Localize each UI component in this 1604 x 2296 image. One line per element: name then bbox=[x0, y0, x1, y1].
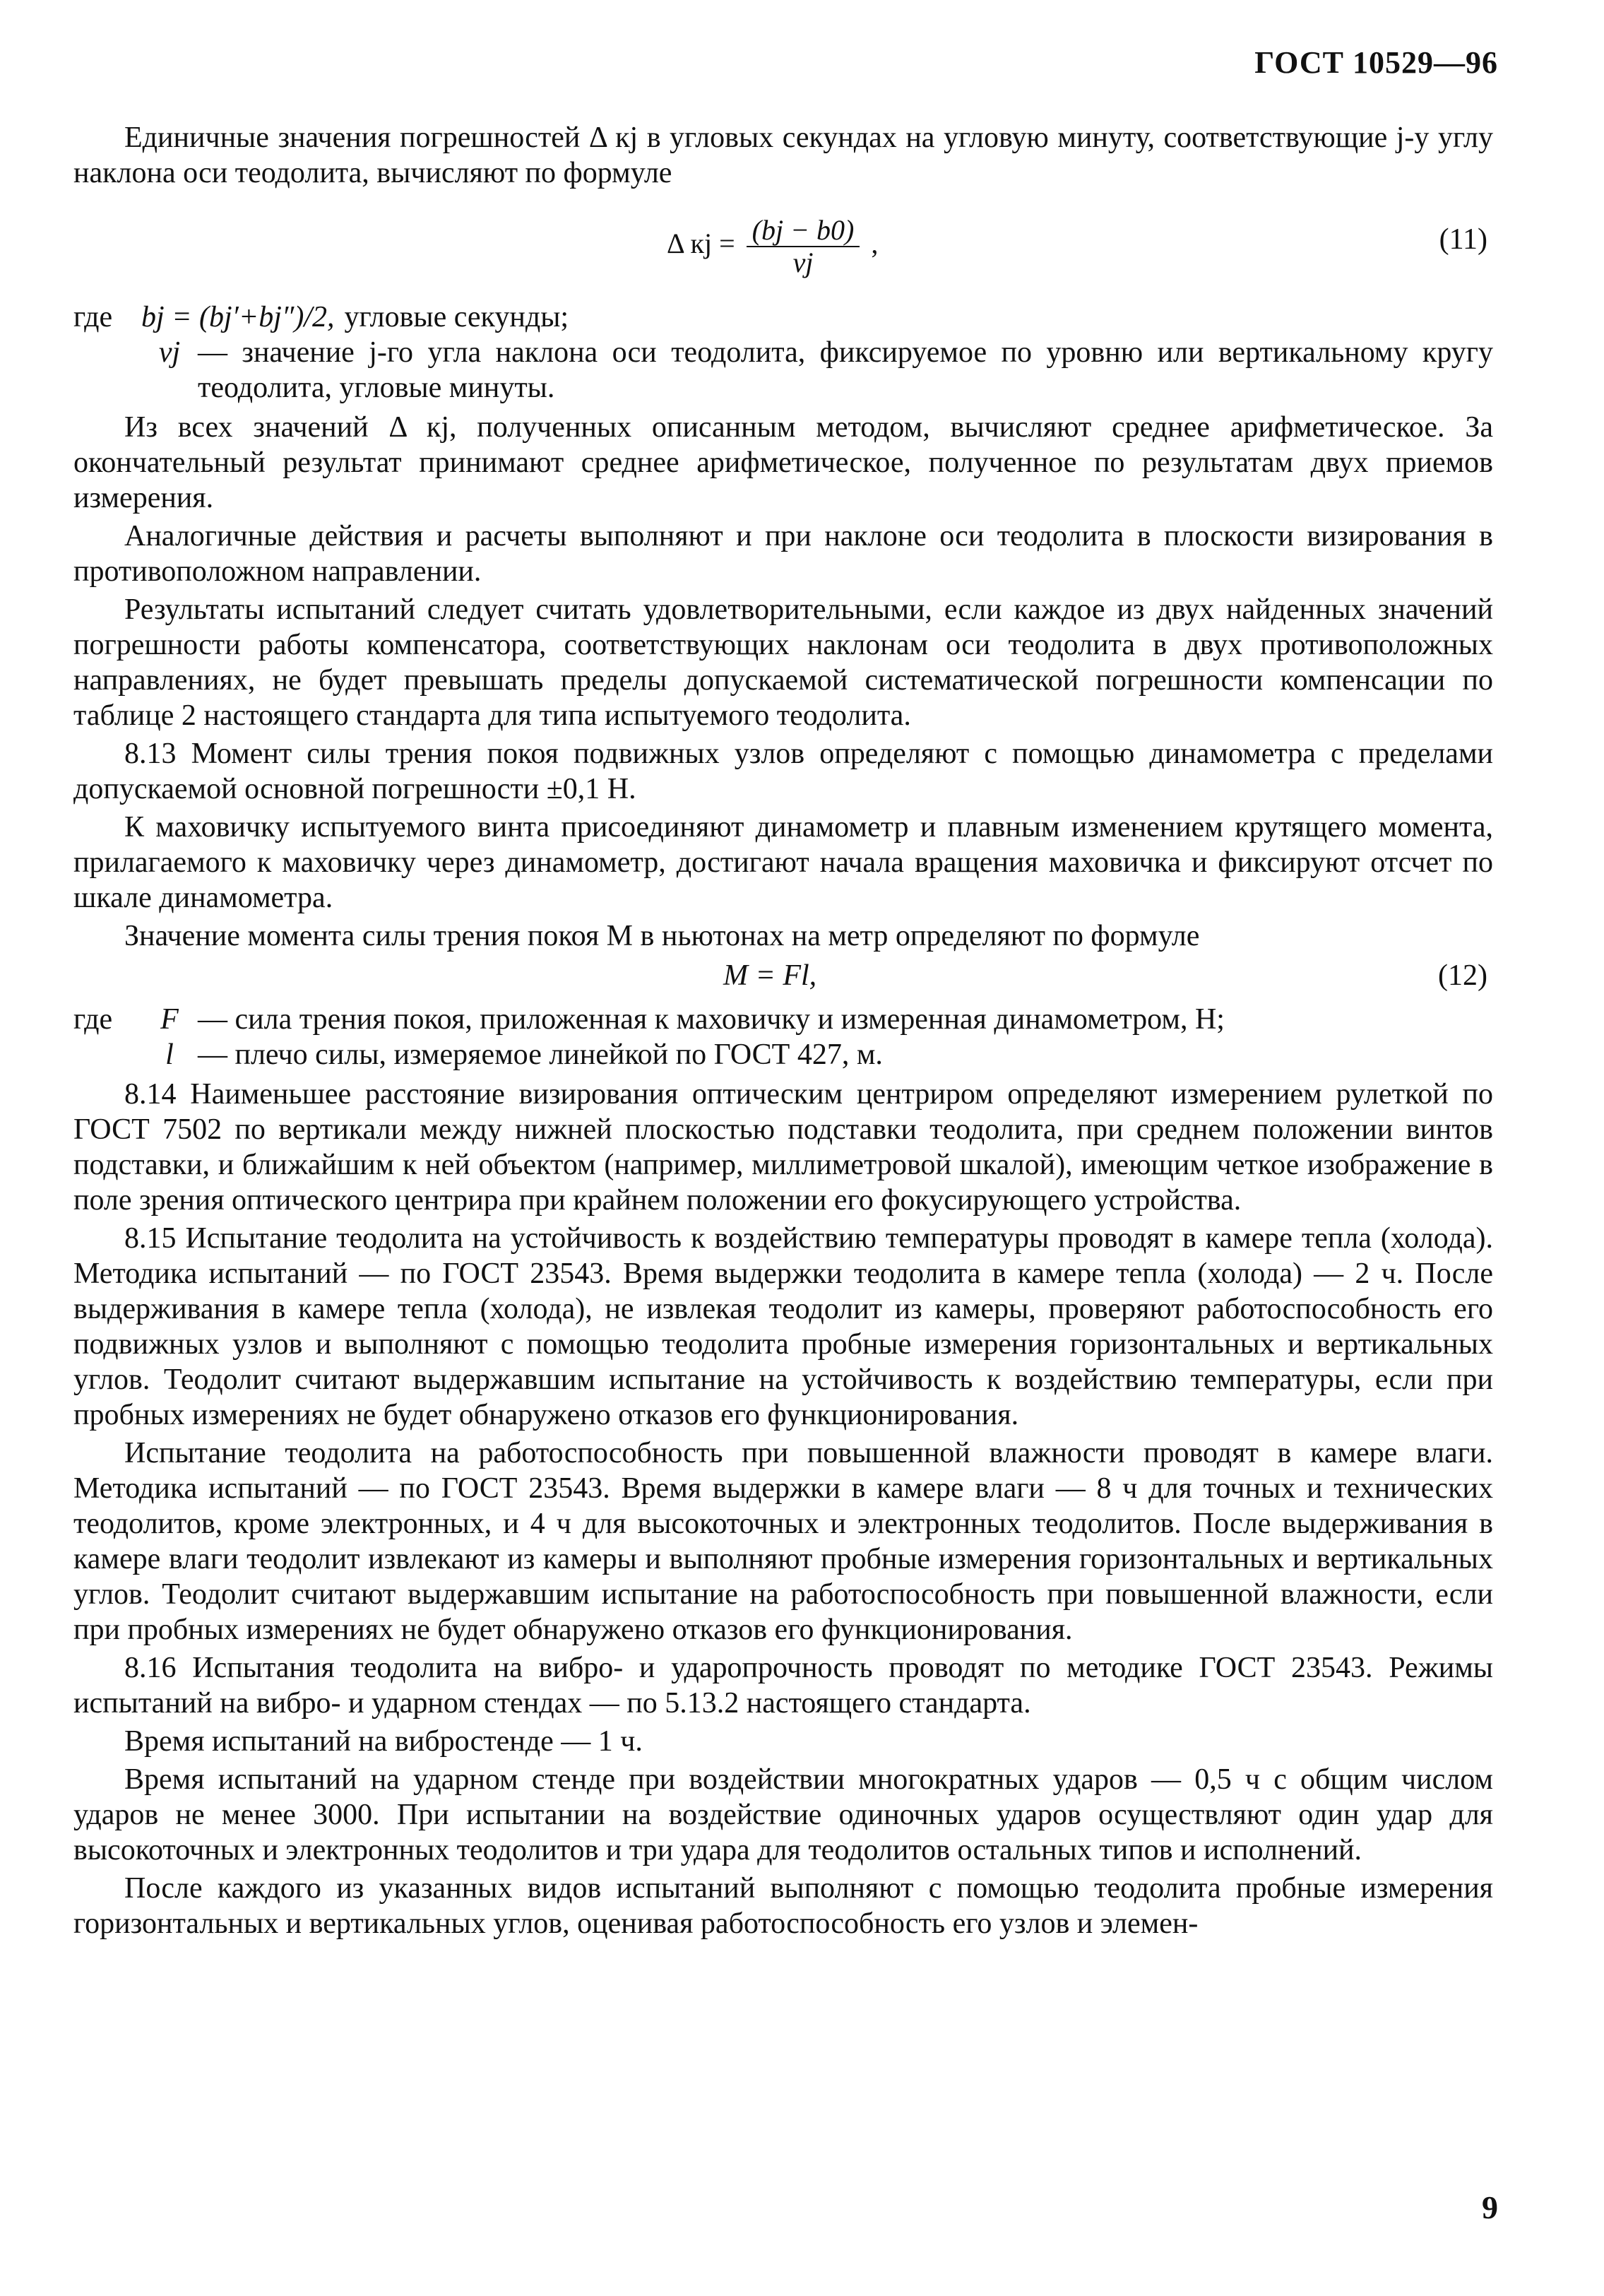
paragraph: 8.14 Наименьшее расстояние визирования оптическим центриром определяют измерением рулеткой по ГОСТ 7502 по вертикали между нижней плоскостью подставки теодолита, при среднем положении винтов подставки, и ближайшим к ней объектом (например, миллиметровой шкалой), имеющим четкое изображение в поле зрения оптического центрира при крайнем положении его фокусирующего устройства. bbox=[73, 1078, 1493, 1217]
where-text: — значение j-го угла наклона оси теодолита, фиксируемое по уровню или вертикальному кругу теодолита, угловые минуты. bbox=[198, 336, 1493, 404]
where-clause bbox=[73, 335, 1493, 406]
where-text: — сила трения покоя, приложенная к маховичку и измеренная динамометром, Н; bbox=[198, 1003, 1225, 1036]
formula-number: (12) bbox=[1438, 959, 1487, 992]
paragraph: 8.15 Испытание теодолита на устойчивость к воздействию температуры проводят в камере тепла (холода). Методика испытаний — по ГОСТ 23543. Время выдержки теодолита в камере тепла (холода) — 2 ч. После выдерживания в камере тепла (холода), не извлекая теодолит из камеры, проверяют работоспособность его подвижных узлов и выполняют с помощью теодолита пробные измерения горизонтальных и вертикальных углов. Теодолит считают выдержавшим испытание на устойчивость к воздействию температуры, если при пробных измерениях не будет обнаружено отказов его функционирования. bbox=[73, 1222, 1493, 1431]
document-body bbox=[73, 120, 1493, 1944]
paragraph: Результаты испытаний следует считать удовлетворительными, если каждое из двух найденных значений погрешности работы компенсатора, соответствующих наклонам оси теодолита в двух противоположных направлениях, не будет превышать пределы допускаемой систематической погрешности компенсации по таблице 2 настоящего стандарта для типа испытуемого теодолита. bbox=[73, 593, 1493, 732]
formula-fraction bbox=[747, 215, 860, 278]
paragraph: 8.13 Момент силы трения покоя подвижных узлов определяют с помощью динамометра с пределами допускаемой основной погрешности ±0,1 Н. bbox=[73, 738, 1493, 805]
where-label: где bbox=[73, 301, 113, 333]
paragraph: Значение момента силы трения покоя M в ньютонах на метр определяют по формуле bbox=[124, 920, 1200, 952]
paragraph: Аналогичные действия и расчеты выполняют и при наклоне оси теодолита в плоскости визирования в противоположном направлении. bbox=[73, 520, 1493, 588]
page-number: 9 bbox=[1482, 2189, 1498, 2225]
where-clause bbox=[73, 1037, 1493, 1072]
formula-11 bbox=[73, 201, 1493, 292]
paragraph: Единичные значения погрешностей Δ кj в угловых секундах на угловую минуту, соответствующие j-у углу наклона оси теодолита, вычисляют по формуле bbox=[73, 122, 1493, 189]
formula-12 bbox=[73, 958, 1493, 998]
paragraph: Испытание теодолита на работоспособность при повышенной влажности проводят в камере влаги. Методика испытаний — по ГОСТ 23543. Время выдержки в камере влаги — 8 ч для точных и технических теодолитов, кроме электронных, и 4 ч для высокоточных и электронных теодолитов. После выдерживания в камере влаги теодолит извлекают из камеры и выполняют пробные измерения горизонтальных и вертикальных углов. Теодолит считают выдержавшим испытание на работоспособность при повышенной влажности, если при пробных измерениях не будет обнаружено отказов его функционирования. bbox=[73, 1437, 1493, 1646]
formula-number: (11) bbox=[1439, 223, 1487, 256]
where-text: угловые секунды; bbox=[344, 301, 569, 333]
where-symbol: F bbox=[160, 1003, 179, 1036]
paragraph: Время испытаний на вибростенде — 1 ч. bbox=[124, 1725, 643, 1758]
where-symbol: νj bbox=[158, 336, 181, 369]
where-symbol: bj = (bj′+bj″)/2, bbox=[141, 301, 335, 333]
where-clause bbox=[73, 300, 1493, 335]
document-id-header: ГОСТ 10529—96 bbox=[1254, 45, 1498, 80]
fraction-numerator: (bj − b0) bbox=[747, 215, 860, 247]
paragraph: 8.16 Испытания теодолита на вибро- и ударопрочность проводят по методике ГОСТ 23543. Режимы испытаний на вибро- и ударном стендах — по 5.13.2 настоящего стандарта. bbox=[73, 1652, 1493, 1720]
where-clause bbox=[73, 1002, 1493, 1037]
where-symbol: l bbox=[165, 1038, 174, 1071]
paragraph: Время испытаний на ударном стенде при воздействии многократных ударов — 0,5 ч с общим числом ударов не менее 3000. При испытании на воздействие одиночных ударов осуществляют один удар для высокоточных и электронных теодолитов и три удара для теодолитов остальных типов и исполнений. bbox=[73, 1763, 1493, 1866]
paragraph: Из всех значений Δ кj, полученных описанным методом, вычисляют среднее арифметическое. За окончательный результат принимают среднее арифметическое, полученное по результатам двух приемов измерения. bbox=[73, 411, 1493, 514]
formula-lhs: Δ кj = bbox=[667, 227, 735, 260]
where-text: — плечо силы, измеряемое линейкой по ГОСТ 427, м. bbox=[198, 1038, 883, 1071]
paragraph: После каждого из указанных видов испытаний выполняют с помощью теодолита пробные измерения горизонтальных и вертикальных углов, оценивая работоспособность его узлов и элемен- bbox=[73, 1872, 1493, 1940]
formula-expression: M = Fl, bbox=[723, 959, 817, 992]
where-label: где bbox=[73, 1003, 113, 1036]
paragraph: К маховичку испытуемого винта присоединяют динамометр и плавным изменением крутящего момента, прилагаемого к маховичку через динамометр, достигают начала вращения маховичка и фиксируют отсчет по шкале динамометра. bbox=[73, 811, 1493, 914]
formula-tail: , bbox=[871, 227, 879, 260]
fraction-denominator: νj bbox=[792, 247, 814, 278]
